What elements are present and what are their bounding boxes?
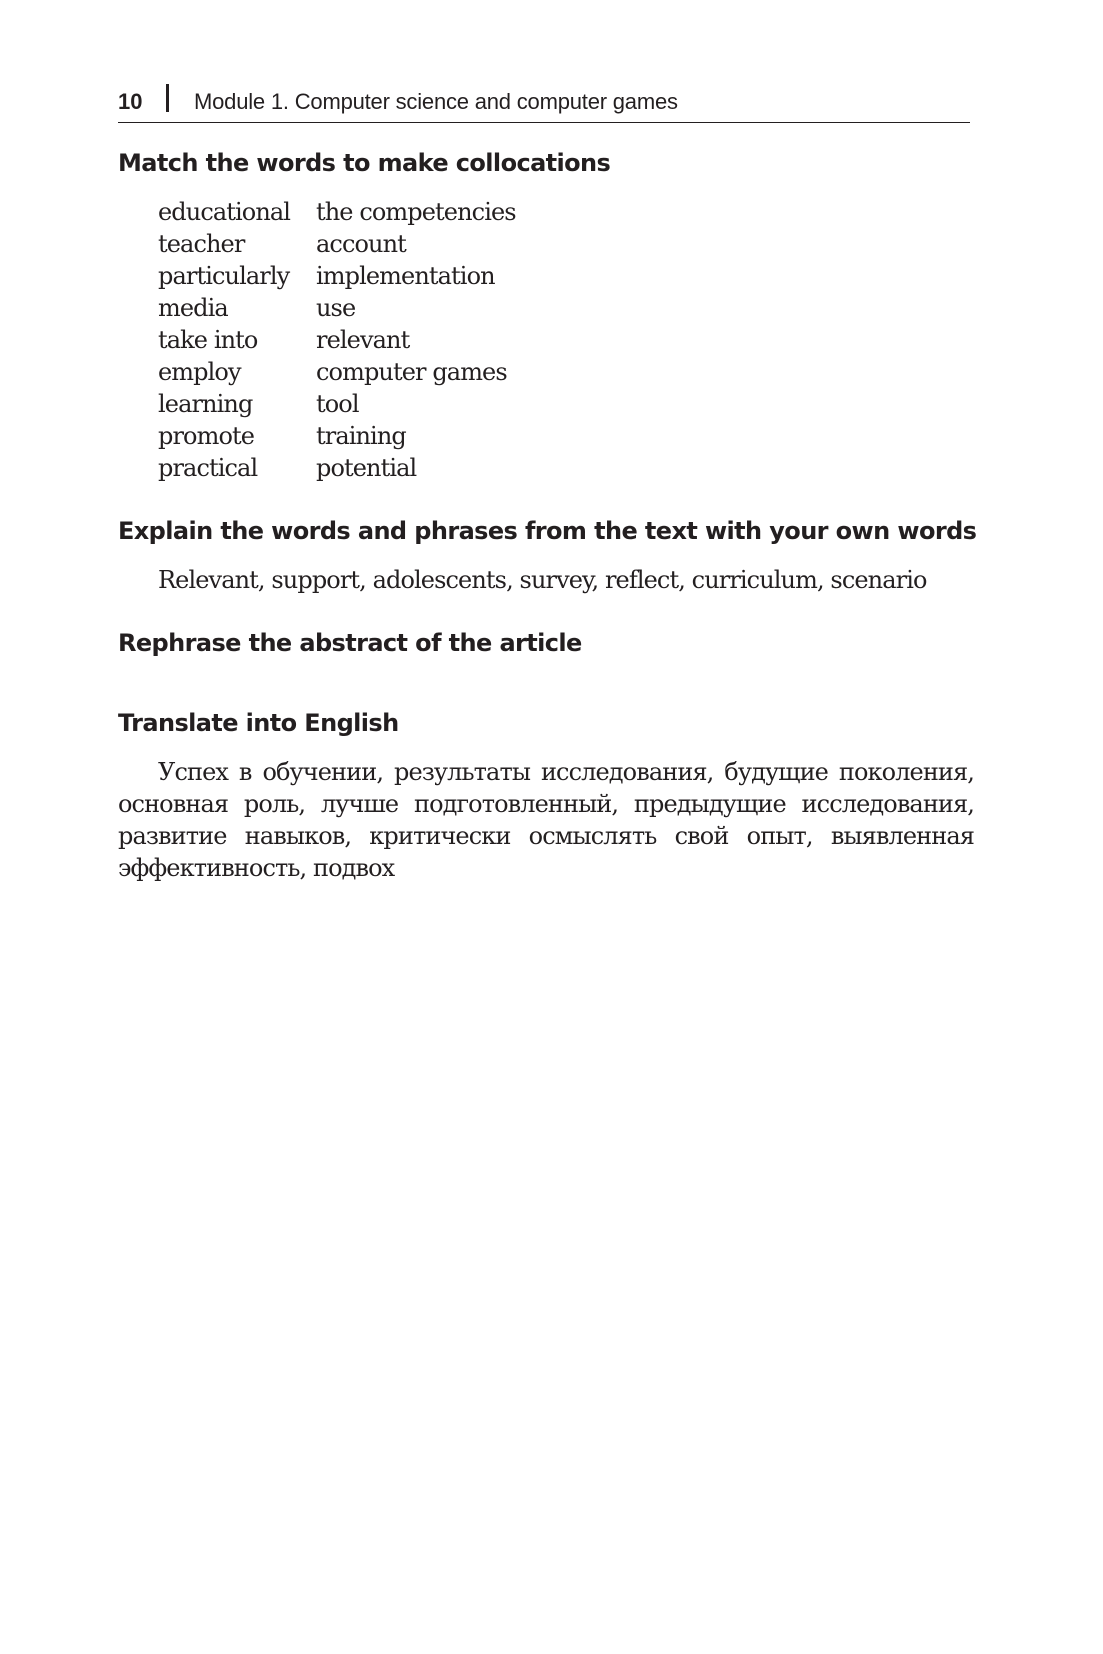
left-word: take into xyxy=(158,326,258,354)
right-word: account xyxy=(316,230,406,258)
right-word: the competencies xyxy=(316,198,516,226)
module-title: Module 1. Computer science and computer games xyxy=(194,89,678,114)
left-word: particularly xyxy=(158,262,290,290)
translate-heading: Translate into English xyxy=(118,709,399,737)
right-word: use xyxy=(316,294,356,322)
vocabulary-list: Relevant, support, adolescents, survey, reflect, curriculum, scenario xyxy=(158,566,927,594)
translation-paragraph: Успех в обучении, результаты исследования, будущие поколения, основная роль, лучше подготовленный, предыдущие исследования, развитие навыков, критически осмыслять свой опыт, выявленная эффективность, подвох xyxy=(118,758,974,882)
left-word: promote xyxy=(158,422,255,450)
header-separator xyxy=(166,84,169,112)
left-word: teacher xyxy=(158,230,245,258)
running-header xyxy=(118,84,970,123)
right-word: training xyxy=(316,422,406,450)
right-word: relevant xyxy=(316,326,410,354)
left-word: employ xyxy=(158,358,241,386)
right-word: computer games xyxy=(316,358,507,386)
right-word: tool xyxy=(316,390,359,418)
left-word: media xyxy=(158,294,228,322)
left-word: educational xyxy=(158,198,291,226)
right-word: potential xyxy=(316,454,417,482)
left-word: learning xyxy=(158,390,253,418)
left-word: practical xyxy=(158,454,258,482)
explain-heading: Explain the words and phrases from the text with your own words xyxy=(118,517,977,545)
rephrase-heading: Rephrase the abstract of the article xyxy=(118,629,582,657)
left-word-column xyxy=(158,196,290,484)
right-word-column xyxy=(316,196,516,484)
page-number: 10 xyxy=(118,89,143,114)
right-word: implementation xyxy=(316,262,495,290)
collocations-heading: Match the words to make collocations xyxy=(118,149,611,177)
